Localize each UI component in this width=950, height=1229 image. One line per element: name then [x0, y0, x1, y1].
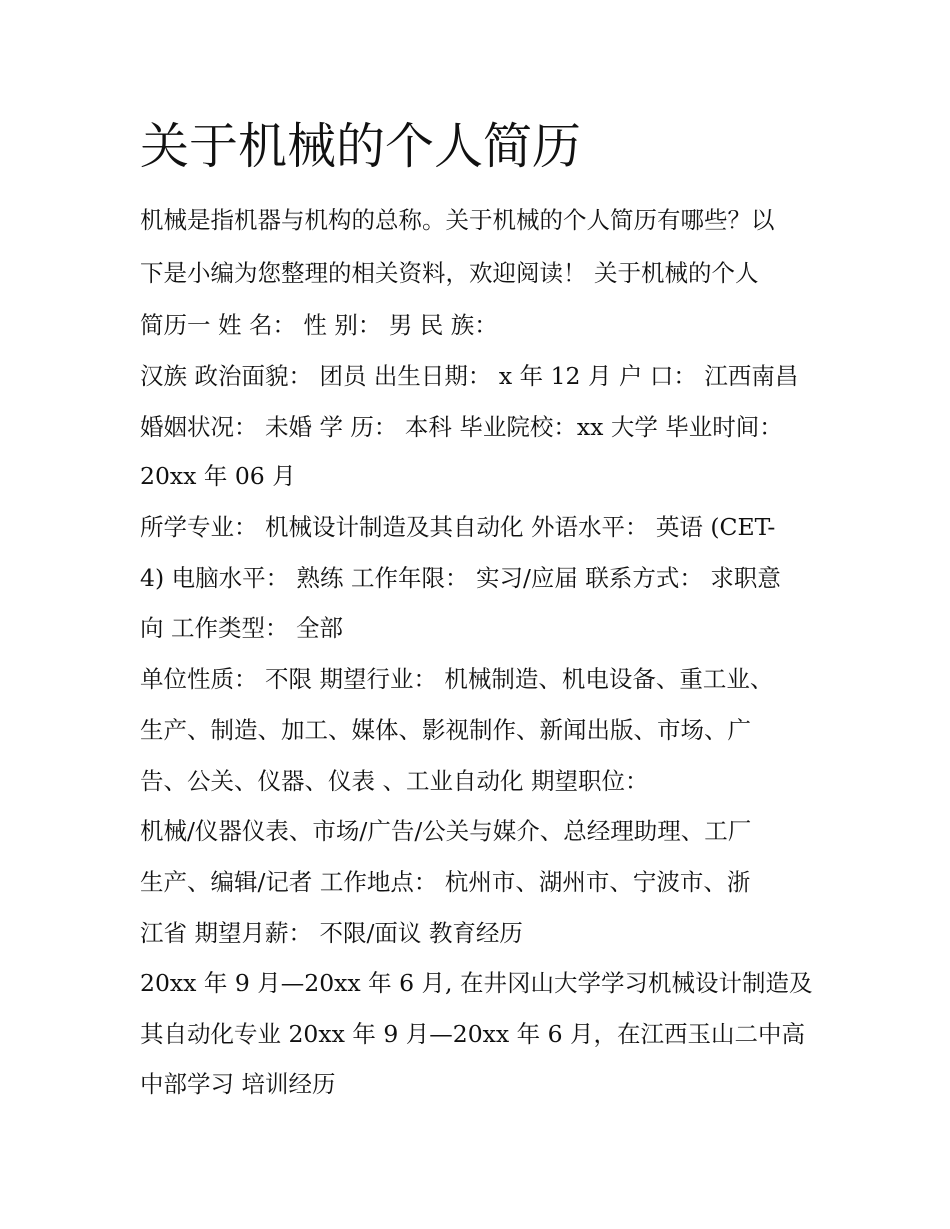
body-line: 20xx 年 06 月: [140, 462, 296, 490]
body-line: 4) 电脑水平： 熟练 工作年限： 实习/应届 联系方式： 求职意: [140, 564, 781, 592]
body-line: 婚姻状况： 未婚 学 历： 本科 毕业院校：xx 大学 毕业时间：: [140, 413, 783, 441]
body-line: 机械是指机器与机构的总称。关于机械的个人简历有哪些？以: [140, 206, 775, 234]
body-line: 单位性质： 不限 期望行业： 机械制造、机电设备、重工业、: [140, 665, 774, 693]
body-line: 机械/仪器仪表、市场/广告/公关与媒介、总经理助理、工厂: [140, 817, 752, 845]
body-line: 下是小编为您整理的相关资料，欢迎阅读！ 关于机械的个人: [140, 259, 759, 287]
body-line: 20xx 年 9 月—20xx 年 6 月, 在井冈山大学学习机械设计制造及: [140, 969, 813, 997]
body-line: 生产、编辑/记者 工作地点： 杭州市、湖州市、宁波市、浙: [140, 868, 751, 896]
body-line: 告、公关、仪器、仪表 、工业自动化 期望职位：: [140, 767, 649, 795]
body-line: 所学专业： 机械设计制造及其自动化 外语水平： 英语 (CET-: [140, 513, 776, 541]
body-line: 向 工作类型： 全部: [140, 614, 343, 642]
body-line: 汉族 政治面貌： 团员 出生日期： x 年 12 月 户 口： 江西南昌: [140, 362, 799, 390]
body-line: 其自动化专业 20xx 年 9 月—20xx 年 6 月，在江西玉山二中高: [140, 1020, 806, 1048]
body-line: 江省 期望月薪： 不限/面议 教育经历: [140, 919, 523, 947]
body-line: 简历一 姓 名： 性 别： 男 民 族：: [140, 311, 498, 339]
body-line: 中部学习 培训经历: [140, 1070, 336, 1098]
body-line: 生产、制造、加工、媒体、影视制作、新闻出版、市场、广: [140, 716, 751, 744]
document-title: 关于机械的个人简历: [140, 118, 582, 175]
